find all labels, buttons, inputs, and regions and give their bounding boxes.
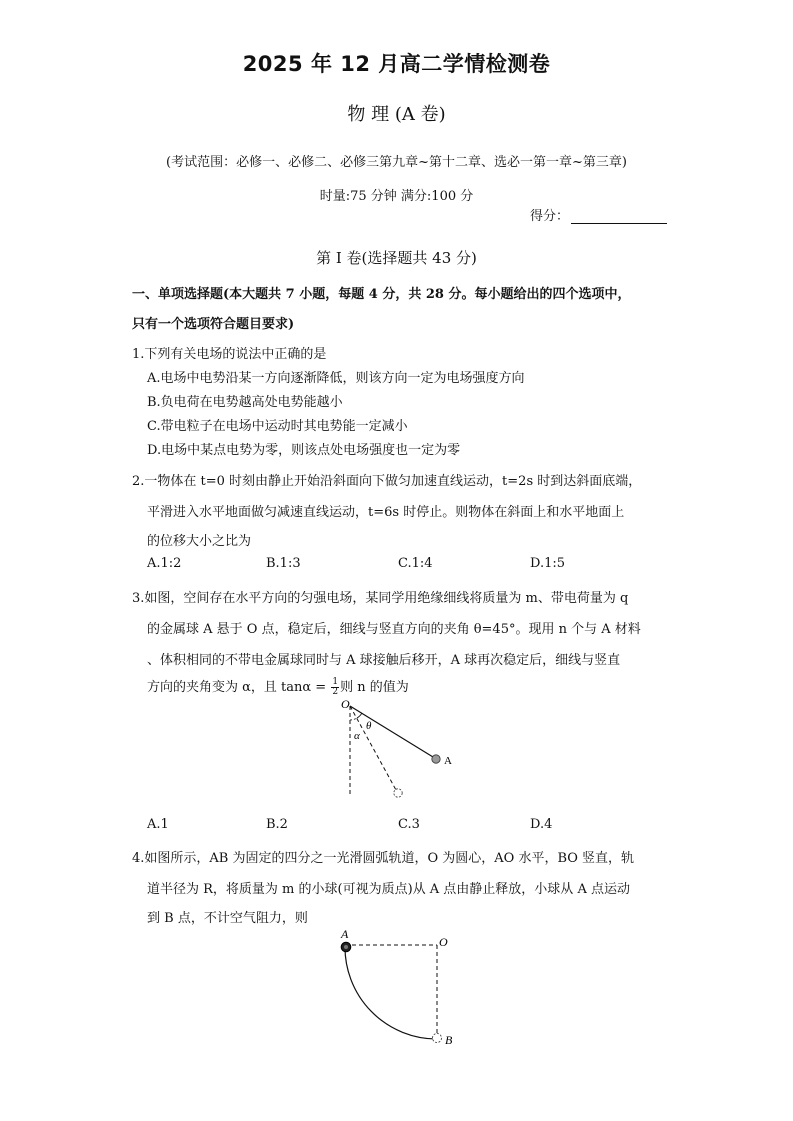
part-title: 第 I 卷(选择题共 43 分) [316, 249, 477, 267]
q3-pendulum-figure [330, 696, 460, 802]
q3-option-d: D.4 [530, 817, 553, 832]
exam-time: 时量:75 分钟 满分:100 分 [319, 189, 474, 204]
q3-ball-a [432, 755, 440, 763]
q3-label-o: O [341, 697, 350, 711]
q2-line1: 2.一物体在 t=0 时刻由静止开始沿斜面向下做匀加速直线运动，t=2s 时到达斜面底端， [132, 474, 642, 489]
q2-line2: 平滑进入水平地面做匀减速直线运动，t=6s 时停止。则物体在斜面上和水平地面上 [147, 505, 625, 520]
exam-scope: (考试范围：必修一、必修二、必修三第九章~第十二章、选必一第一章~第三章) [166, 155, 627, 170]
q4-line1: 4.如图所示，AB 为固定的四分之一光滑圆弧轨道，O 为圆心，AO 水平，BO 竖直，轨 [132, 851, 635, 866]
score-field [530, 205, 667, 224]
q4-arc-track [345, 945, 437, 1039]
q4-ball-a-highlight [344, 945, 348, 949]
q3-option-b: B.2 [266, 817, 288, 832]
q3-alpha-arc [350, 718, 357, 720]
q1-stem: 1.下列有关电场的说法中正确的是 [132, 347, 327, 362]
exam-title: 2025 年 12 月高二学情检测卷 [242, 52, 551, 76]
section-heading-line1: 一、单项选择题(本大题共 7 小题，每题 4 分，共 28 分。每小题给出的四个选项中， [132, 287, 631, 302]
q1-option-a: A.电场中电势沿某一方向逐渐降低，则该方向一定为电场强度方向 [147, 371, 525, 386]
score-label: 得分： [530, 209, 570, 224]
q4-arc-track-figure [332, 925, 462, 1050]
q3-option-c: C.3 [398, 817, 420, 832]
q2-option-b: B.1:3 [266, 556, 301, 571]
q3-label-theta: θ [366, 720, 372, 732]
q3-label-alpha: α [354, 730, 360, 742]
q3-ball-new-position [394, 789, 402, 797]
q4-ball-b-position [433, 1034, 442, 1043]
q4-label-o: O [439, 935, 448, 949]
q4-line2: 道半径为 R，将质量为 m 的小球(可视为质点)从 A 点由静止释放，小球从 A 点运动 [147, 882, 630, 897]
q4-label-a: A [341, 927, 349, 941]
q2-option-a: A.1:2 [147, 556, 182, 571]
q1-option-b: B.负电荷在电势越高处电势能越小 [147, 395, 343, 410]
q2-line3: 的位移大小之比为 [147, 534, 252, 549]
section-heading-line2: 只有一个选项符合题目要求) [132, 317, 295, 332]
q3-line3: 、体积相同的不带电金属球同时与 A 球接触后移开，A 球再次稳定后，细线与竖直 [147, 653, 621, 668]
q3-line4 [147, 676, 409, 697]
q3-fraction [331, 678, 339, 697]
q4-line3: 到 B 点，不计空气阻力，则 [147, 911, 308, 926]
q3-label-a: A [444, 755, 452, 767]
q3-theta-arc [357, 713, 362, 718]
q2-option-c: C.1:4 [398, 556, 433, 571]
q3-thread-a [350, 706, 433, 757]
exam-subtitle: 物 理 (A 卷) [347, 104, 446, 125]
q1-option-d: D.电场中某点电势为零，则该点处电场强度也一定为零 [147, 443, 461, 458]
q3-line2: 的金属球 A 悬于 O 点，稳定后，细线与竖直方向的夹角 θ=45°。现用 n 个与 A 材料 [147, 622, 641, 637]
q3-fraction-numerator: 1 [332, 677, 339, 687]
q4-label-b: B [445, 1033, 453, 1047]
q2-option-d: D.1:5 [530, 556, 566, 571]
q3-line1: 3.如图，空间存在水平方向的匀强电场，某同学用绝缘细线将质量为 m、带电荷量为 q [132, 591, 629, 606]
score-blank [571, 211, 667, 224]
q3-option-a: A.1 [147, 817, 169, 832]
q3-thread-dashed [350, 706, 396, 790]
q3-line4-post: 则 n 的值为 [340, 680, 409, 695]
q3-line4-pre: 方向的夹角变为 α，且 tanα = [147, 680, 331, 695]
q3-fraction-denominator: 2 [332, 687, 339, 697]
q1-option-c: C.带电粒子在电场中运动时其电势能一定减小 [147, 419, 408, 434]
